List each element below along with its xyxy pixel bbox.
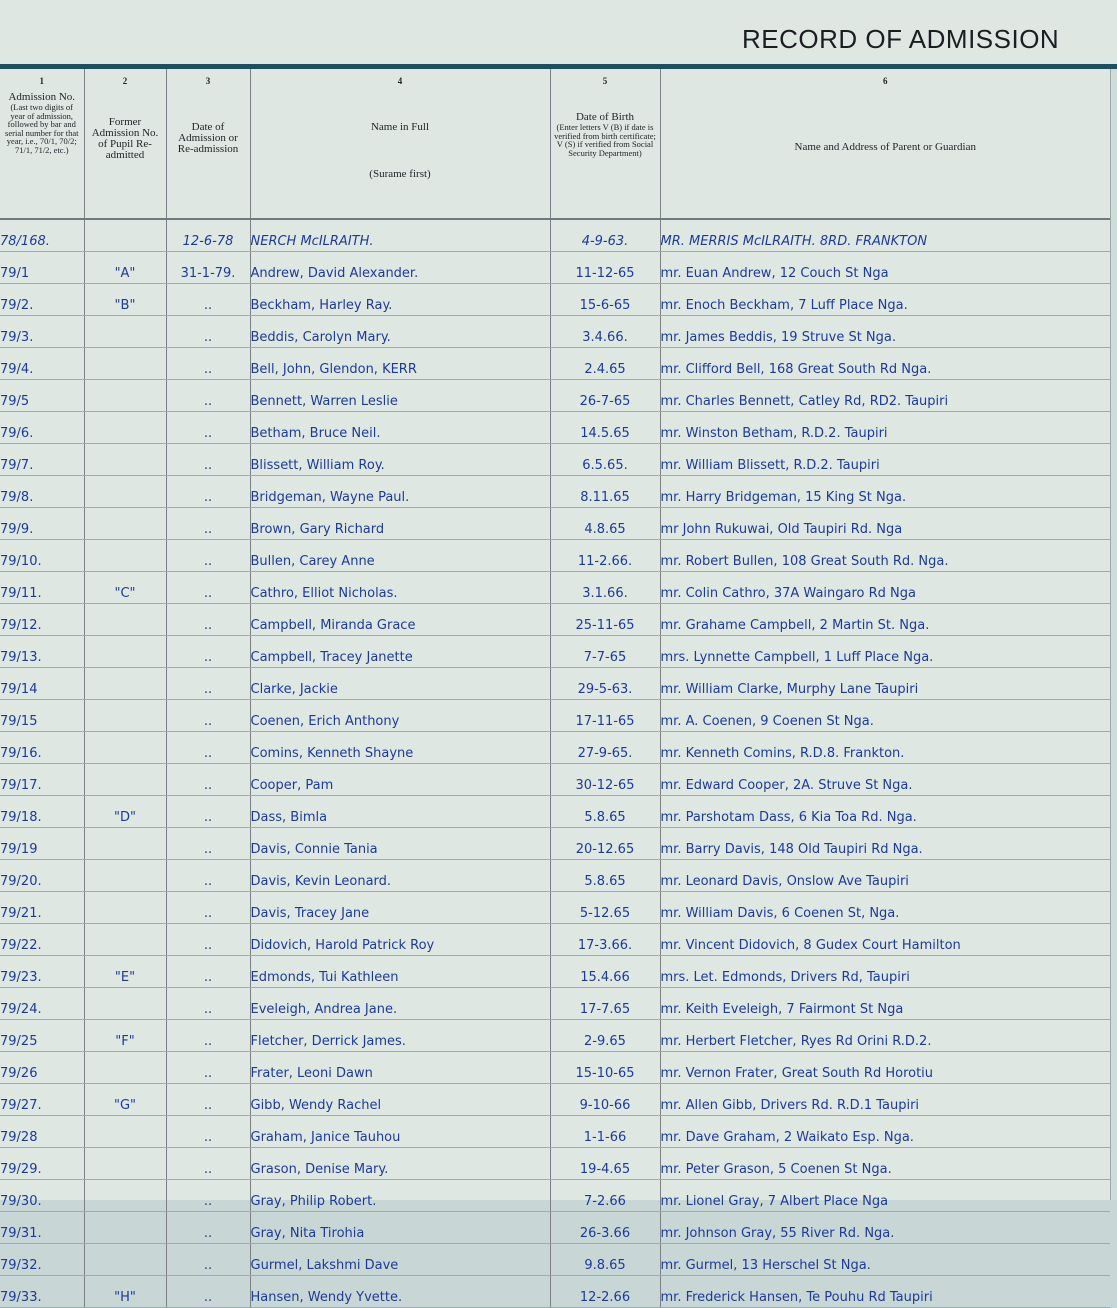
former-no-cell (84, 1180, 166, 1212)
parent-cell: mr. Enoch Beckham, 7 Luff Place Nga. (660, 284, 1110, 316)
admission-date-cell: .. (166, 764, 250, 796)
table-row (0, 348, 1110, 380)
admission-date-cell: .. (166, 956, 250, 988)
former-no-cell: "H" (84, 1276, 166, 1308)
admission-no-cell: 79/10. (0, 540, 84, 572)
former-no-cell (84, 1148, 166, 1180)
parent-cell: mr. Leonard Davis, Onslow Ave Taupiri (660, 860, 1110, 892)
parent-cell: mr John Rukuwai, Old Taupiri Rd. Nga (660, 508, 1110, 540)
former-no-cell (84, 412, 166, 444)
admission-no-cell: 79/33. (0, 1276, 84, 1308)
dob-cell: 8.11.65 (550, 476, 660, 508)
table-row (0, 1212, 1110, 1244)
admission-date-cell: .. (166, 476, 250, 508)
dob-cell: 27-9-65. (550, 732, 660, 764)
admission-no-cell: 79/31. (0, 1212, 84, 1244)
admission-date-cell: .. (166, 284, 250, 316)
name-cell: Campbell, Tracey Janette (250, 636, 550, 668)
admission-no-cell: 79/30. (0, 1180, 84, 1212)
dob-cell: 1-1-66 (550, 1116, 660, 1148)
table-row (0, 636, 1110, 668)
dob-cell: 7-2.66 (550, 1180, 660, 1212)
admission-date-cell: .. (166, 1116, 250, 1148)
admission-date-cell: .. (166, 1052, 250, 1084)
parent-cell: MR. MERRIS McILRAITH. 8RD. FRANKTON (660, 219, 1110, 252)
column-header-date-of-birth: 5 Date of Birth (Enter letters V (B) if date is verified from birth certificate; V (S) if verified from Social Security Department) (550, 69, 660, 219)
former-no-cell (84, 668, 166, 700)
table-row (0, 860, 1110, 892)
dob-cell: 6.5.65. (550, 444, 660, 476)
dob-cell: 5.8.65 (550, 860, 660, 892)
table-row (0, 380, 1110, 412)
former-no-cell (84, 636, 166, 668)
admission-date-cell: .. (166, 1084, 250, 1116)
parent-cell: mr. Grahame Campbell, 2 Martin St. Nga. (660, 604, 1110, 636)
parent-cell: mr. Keith Eveleigh, 7 Fairmont St Nga (660, 988, 1110, 1020)
former-no-cell: "C" (84, 572, 166, 604)
former-no-cell (84, 1052, 166, 1084)
parent-cell: mr. Charles Bennett, Catley Rd, RD2. Taupiri (660, 380, 1110, 412)
parent-cell: mr. William Blissett, R.D.2. Taupiri (660, 444, 1110, 476)
table-row (0, 700, 1110, 732)
name-cell: Beddis, Carolyn Mary. (250, 316, 550, 348)
dob-cell: 7-7-65 (550, 636, 660, 668)
admission-no-cell: 79/27. (0, 1084, 84, 1116)
admission-no-cell: 79/9. (0, 508, 84, 540)
admission-date-cell: .. (166, 348, 250, 380)
table-row (0, 956, 1110, 988)
dob-cell: 4.8.65 (550, 508, 660, 540)
parent-cell: mr. Herbert Fletcher, Ryes Rd Orini R.D.2. (660, 1020, 1110, 1052)
parent-cell: mr. Allen Gibb, Drivers Rd. R.D.1 Taupiri (660, 1084, 1110, 1116)
dob-cell: 26-7-65 (550, 380, 660, 412)
dob-cell: 5-12.65 (550, 892, 660, 924)
table-row (0, 540, 1110, 572)
former-no-cell (84, 892, 166, 924)
parent-cell: mr. William Davis, 6 Coenen St, Nga. (660, 892, 1110, 924)
admission-date-cell: .. (166, 924, 250, 956)
former-no-cell: "B" (84, 284, 166, 316)
former-no-cell (84, 508, 166, 540)
parent-cell: mr. Kenneth Comins, R.D.8. Frankton. (660, 732, 1110, 764)
parent-cell: mr. Johnson Gray, 55 River Rd. Nga. (660, 1212, 1110, 1244)
dob-cell: 2.4.65 (550, 348, 660, 380)
admission-date-cell: .. (166, 444, 250, 476)
name-cell: Clarke, Jackie (250, 668, 550, 700)
dob-cell: 30-12-65 (550, 764, 660, 796)
name-cell: NERCH McILRAITH. (250, 219, 550, 252)
table-row (0, 1180, 1110, 1212)
admission-no-cell: 79/32. (0, 1244, 84, 1276)
parent-cell: mr. Gurmel, 13 Herschel St Nga. (660, 1244, 1110, 1276)
column-header-former-admission-no: 2 Former Admission No. of Pupil Re-admitted (84, 69, 166, 219)
former-no-cell (84, 860, 166, 892)
table-row (0, 988, 1110, 1020)
page-title: RECORD OF ADMISSION (742, 24, 1060, 54)
table-row (0, 924, 1110, 956)
dob-cell: 14.5.65 (550, 412, 660, 444)
former-no-cell (84, 764, 166, 796)
table-row (0, 1020, 1110, 1052)
admission-date-cell: .. (166, 1212, 250, 1244)
name-cell: Beckham, Harley Ray. (250, 284, 550, 316)
name-cell: Edmonds, Tui Kathleen (250, 956, 550, 988)
admission-date-cell: .. (166, 316, 250, 348)
admission-date-cell: .. (166, 860, 250, 892)
dob-cell: 4-9-63. (550, 219, 660, 252)
admission-no-cell: 79/14 (0, 668, 84, 700)
name-cell: Davis, Kevin Leonard. (250, 860, 550, 892)
name-cell: Didovich, Harold Patrick Roy (250, 924, 550, 956)
name-cell: Andrew, David Alexander. (250, 252, 550, 284)
table-row (0, 732, 1110, 764)
dob-cell: 26-3.66 (550, 1212, 660, 1244)
parent-cell: mr. Vernon Frater, Great South Rd Horotiu (660, 1052, 1110, 1084)
table-row (0, 1084, 1110, 1116)
header-row (0, 69, 1110, 219)
dob-cell: 15.4.66 (550, 956, 660, 988)
admission-no-cell: 79/26 (0, 1052, 84, 1084)
dob-cell: 11-12-65 (550, 252, 660, 284)
name-cell: Gray, Nita Tirohia (250, 1212, 550, 1244)
former-no-cell (84, 316, 166, 348)
name-cell: Cooper, Pam (250, 764, 550, 796)
name-cell: Hansen, Wendy Yvette. (250, 1276, 550, 1308)
admission-date-cell: .. (166, 700, 250, 732)
admission-no-cell: 79/22. (0, 924, 84, 956)
dob-cell: 11-2.66. (550, 540, 660, 572)
table-row (0, 412, 1110, 444)
name-cell: Bell, John, Glendon, KERR (250, 348, 550, 380)
admission-date-cell: .. (166, 412, 250, 444)
table-row (0, 284, 1110, 316)
table-row (0, 764, 1110, 796)
table-row (0, 508, 1110, 540)
admission-no-cell: 79/25 (0, 1020, 84, 1052)
parent-cell: mr. Peter Grason, 5 Coenen St Nga. (660, 1148, 1110, 1180)
table-row (0, 476, 1110, 508)
table-row (0, 252, 1110, 284)
former-no-cell: "E" (84, 956, 166, 988)
admission-register-table (0, 69, 1110, 1308)
admission-date-cell: .. (166, 540, 250, 572)
name-cell: Grason, Denise Mary. (250, 1148, 550, 1180)
admission-date-cell: 12-6-78 (166, 219, 250, 252)
dob-cell: 29-5-63. (550, 668, 660, 700)
table-row (0, 668, 1110, 700)
parent-cell: mr. Colin Cathro, 37A Waingaro Rd Nga (660, 572, 1110, 604)
dob-cell: 17-3.66. (550, 924, 660, 956)
former-no-cell (84, 1116, 166, 1148)
former-no-cell (84, 219, 166, 252)
admission-date-cell: .. (166, 828, 250, 860)
dob-cell: 3.1.66. (550, 572, 660, 604)
admission-date-cell: .. (166, 988, 250, 1020)
table-row (0, 796, 1110, 828)
name-cell: Betham, Bruce Neil. (250, 412, 550, 444)
table-row (0, 1244, 1110, 1276)
former-no-cell (84, 700, 166, 732)
name-cell: Gurmel, Lakshmi Dave (250, 1244, 550, 1276)
name-cell: Comins, Kenneth Shayne (250, 732, 550, 764)
name-cell: Davis, Connie Tania (250, 828, 550, 860)
dob-cell: 12-2.66 (550, 1276, 660, 1308)
dob-cell: 15-10-65 (550, 1052, 660, 1084)
dob-cell: 9-10-66 (550, 1084, 660, 1116)
former-no-cell: "D" (84, 796, 166, 828)
parent-cell: mr. Parshotam Dass, 6 Kia Toa Rd. Nga. (660, 796, 1110, 828)
dob-cell: 9.8.65 (550, 1244, 660, 1276)
dob-cell: 25-11-65 (550, 604, 660, 636)
former-no-cell (84, 924, 166, 956)
admission-no-cell: 79/2. (0, 284, 84, 316)
admission-no-cell: 79/23. (0, 956, 84, 988)
former-no-cell (84, 828, 166, 860)
former-no-cell (84, 1212, 166, 1244)
admission-date-cell: .. (166, 508, 250, 540)
name-cell: Campbell, Miranda Grace (250, 604, 550, 636)
table-row (0, 572, 1110, 604)
admission-date-cell: .. (166, 732, 250, 764)
former-no-cell (84, 540, 166, 572)
admission-date-cell: .. (166, 1180, 250, 1212)
table-row (0, 444, 1110, 476)
name-cell: Bullen, Carey Anne (250, 540, 550, 572)
parent-cell: mr. Frederick Hansen, Te Pouhu Rd Taupiri (660, 1276, 1110, 1308)
admission-no-cell: 79/24. (0, 988, 84, 1020)
admission-date-cell: .. (166, 892, 250, 924)
admission-no-cell: 79/11. (0, 572, 84, 604)
admission-date-cell: .. (166, 1148, 250, 1180)
admission-date-cell: .. (166, 668, 250, 700)
name-cell: Fletcher, Derrick James. (250, 1020, 550, 1052)
admission-no-cell: 79/7. (0, 444, 84, 476)
dob-cell: 5.8.65 (550, 796, 660, 828)
former-no-cell (84, 380, 166, 412)
admission-date-cell: .. (166, 1276, 250, 1308)
table-row (0, 1148, 1110, 1180)
table-row (0, 892, 1110, 924)
parent-cell: mr. Barry Davis, 148 Old Taupiri Rd Nga. (660, 828, 1110, 860)
former-no-cell (84, 348, 166, 380)
name-cell: Graham, Janice Tauhou (250, 1116, 550, 1148)
parent-cell: mr. Vincent Didovich, 8 Gudex Court Hamilton (660, 924, 1110, 956)
former-no-cell (84, 732, 166, 764)
column-header-admission-no: 1 Admission No. (Last two digits of year of admission, followed by bar and serial number for that year, i.e., 70/1, 70/2; 71/1, 71/2, etc.) (0, 69, 84, 219)
parent-cell: mr. Edward Cooper, 2A. Struve St Nga. (660, 764, 1110, 796)
former-no-cell (84, 1244, 166, 1276)
name-cell: Frater, Leoni Dawn (250, 1052, 550, 1084)
name-cell: Bridgeman, Wayne Paul. (250, 476, 550, 508)
parent-cell: mr. James Beddis, 19 Struve St Nga. (660, 316, 1110, 348)
dob-cell: 19-4.65 (550, 1148, 660, 1180)
admission-date-cell: .. (166, 572, 250, 604)
former-no-cell: "A" (84, 252, 166, 284)
admission-no-cell: 79/6. (0, 412, 84, 444)
parent-cell: mr. Dave Graham, 2 Waikato Esp. Nga. (660, 1116, 1110, 1148)
admission-no-cell: 79/3. (0, 316, 84, 348)
dob-cell: 17-7.65 (550, 988, 660, 1020)
dob-cell: 15-6-65 (550, 284, 660, 316)
parent-cell: mr. Clifford Bell, 168 Great South Rd Nga. (660, 348, 1110, 380)
table-row (0, 828, 1110, 860)
admission-no-cell: 79/20. (0, 860, 84, 892)
admission-no-cell: 79/8. (0, 476, 84, 508)
former-no-cell (84, 604, 166, 636)
admission-date-cell: .. (166, 1244, 250, 1276)
table-row-carried-over (0, 219, 1110, 252)
dob-cell: 20-12.65 (550, 828, 660, 860)
admission-no-cell: 79/17. (0, 764, 84, 796)
admission-no-cell: 79/28 (0, 1116, 84, 1148)
admission-date-cell: .. (166, 380, 250, 412)
name-cell: Coenen, Erich Anthony (250, 700, 550, 732)
parent-cell: mrs. Lynnette Campbell, 1 Luff Place Nga. (660, 636, 1110, 668)
name-cell: Brown, Gary Richard (250, 508, 550, 540)
page-edge (1110, 69, 1117, 1200)
admission-date-cell: .. (166, 1020, 250, 1052)
name-cell: Blissett, William Roy. (250, 444, 550, 476)
name-cell: Eveleigh, Andrea Jane. (250, 988, 550, 1020)
column-header-parent-guardian: 6 Name and Address of Parent or Guardian (660, 69, 1110, 219)
admission-date-cell: 31-1-79. (166, 252, 250, 284)
admission-no-cell: 79/5 (0, 380, 84, 412)
admission-no-cell: 79/18. (0, 796, 84, 828)
parent-cell: mr. Lionel Gray, 7 Albert Place Nga (660, 1180, 1110, 1212)
admission-date-cell: .. (166, 604, 250, 636)
admission-date-cell: .. (166, 636, 250, 668)
table-row (0, 1276, 1110, 1308)
parent-cell: mr. William Clarke, Murphy Lane Taupiri (660, 668, 1110, 700)
admission-no-cell: 79/13. (0, 636, 84, 668)
table-row (0, 1052, 1110, 1084)
admission-no-cell: 79/12. (0, 604, 84, 636)
name-cell: Davis, Tracey Jane (250, 892, 550, 924)
admission-no-cell: 79/4. (0, 348, 84, 380)
admission-no-cell: 79/21. (0, 892, 84, 924)
name-cell: Bennett, Warren Leslie (250, 380, 550, 412)
admission-no-cell: 79/15 (0, 700, 84, 732)
name-cell: Cathro, Elliot Nicholas. (250, 572, 550, 604)
admission-date-cell: .. (166, 796, 250, 828)
former-no-cell: "G" (84, 1084, 166, 1116)
admission-no-cell: 79/19 (0, 828, 84, 860)
former-no-cell (84, 444, 166, 476)
admission-no-cell: 79/16. (0, 732, 84, 764)
dob-cell: 3.4.66. (550, 316, 660, 348)
dob-cell: 17-11-65 (550, 700, 660, 732)
parent-cell: mr. A. Coenen, 9 Coenen St Nga. (660, 700, 1110, 732)
column-header-name-in-full: 4 Name in Full (Surame first) (250, 69, 550, 219)
parent-cell: mr. Robert Bullen, 108 Great South Rd. Nga. (660, 540, 1110, 572)
parent-cell: mrs. Let. Edmonds, Drivers Rd, Taupiri (660, 956, 1110, 988)
table-row (0, 1116, 1110, 1148)
table-row (0, 316, 1110, 348)
name-cell: Gray, Philip Robert. (250, 1180, 550, 1212)
parent-cell: mr. Euan Andrew, 12 Couch St Nga (660, 252, 1110, 284)
admission-no-cell: 79/29. (0, 1148, 84, 1180)
column-header-date-of-admission: 3 Date of Admission or Re-admission (166, 69, 250, 219)
parent-cell: mr. Winston Betham, R.D.2. Taupiri (660, 412, 1110, 444)
former-no-cell (84, 476, 166, 508)
former-no-cell (84, 988, 166, 1020)
dob-cell: 2-9.65 (550, 1020, 660, 1052)
name-cell: Dass, Bimla (250, 796, 550, 828)
name-cell: Gibb, Wendy Rachel (250, 1084, 550, 1116)
parent-cell: mr. Harry Bridgeman, 15 King St Nga. (660, 476, 1110, 508)
table-row (0, 604, 1110, 636)
admission-no-cell: 78/168. (0, 219, 84, 252)
former-no-cell: "F" (84, 1020, 166, 1052)
admission-no-cell: 79/1 (0, 252, 84, 284)
